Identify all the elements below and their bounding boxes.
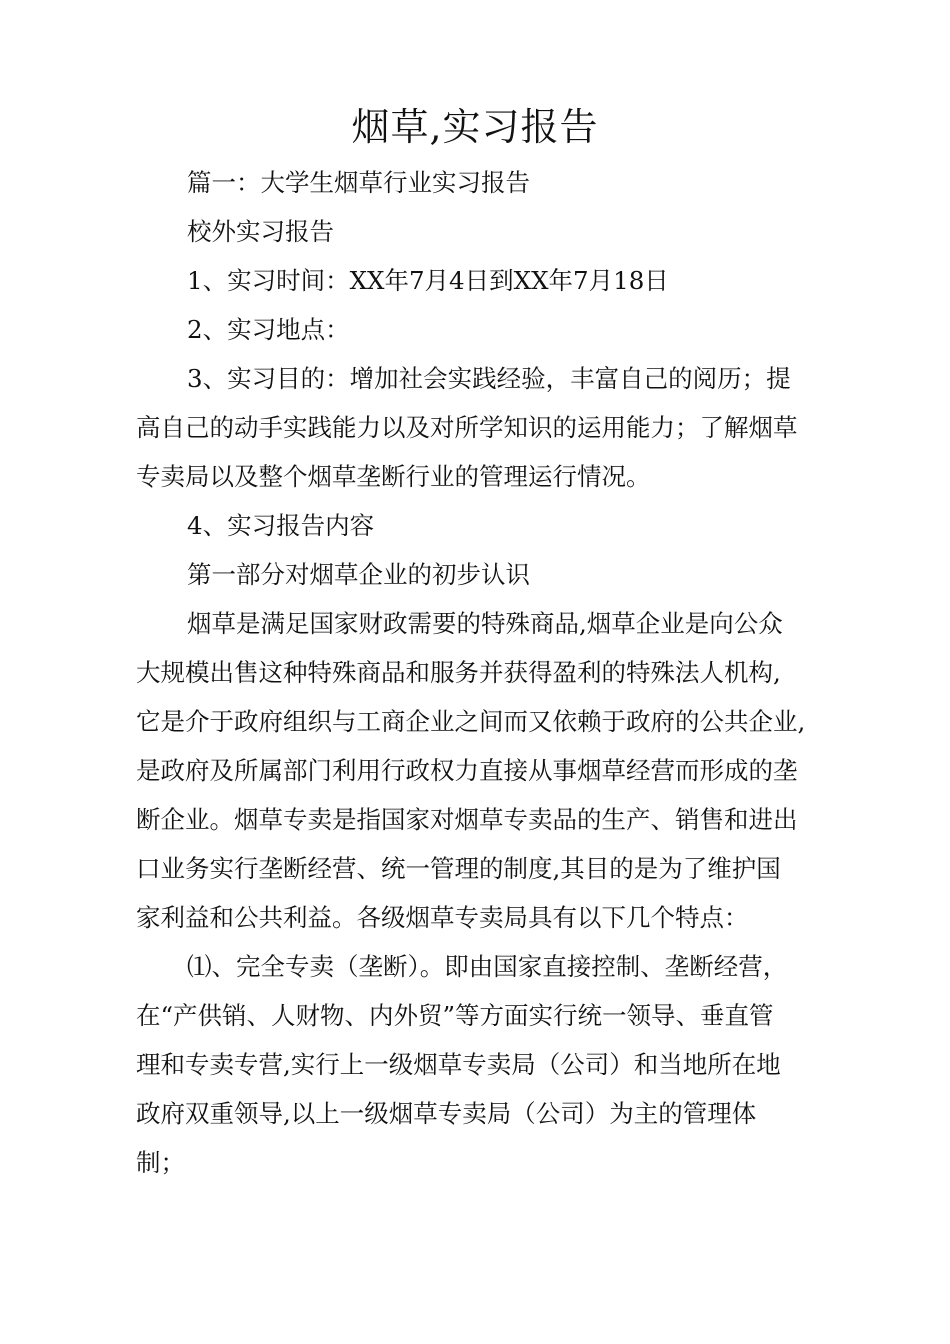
paragraph-line: 口业务实行垄断经营、统一管理的制度,其目的是为了维护国: [136, 854, 781, 883]
paragraph-line: 大规模出售这种特殊商品和服务并获得盈利的特殊法人机构,: [136, 658, 781, 687]
paragraph-line: 家利益和公共利益。各级烟草专卖局具有以下几个特点：: [136, 903, 749, 932]
paragraph-line: 专卖局以及整个烟草垄断行业的管理运行情况。: [136, 462, 651, 491]
paragraph-line: 高自己的动手实践能力以及对所学知识的运用能力；了解烟草: [136, 413, 798, 442]
paragraph-line: ⑴、完全专卖（垄断）。即由国家直接控制、垄断经营，: [187, 952, 788, 981]
section-heading: 篇一：大学生烟草行业实习报告: [187, 168, 530, 197]
paragraph-line: 在“产供销、人财物、内外贸”等方面实行统一领导、垂直管: [136, 1001, 774, 1030]
paragraph-line: 理和专卖专营,实行上一级烟草专卖局（公司）和当地所在地: [136, 1050, 781, 1079]
paragraph-line: 它是介于政府组织与工商企业之间而又依赖于政府的公共企业,: [136, 707, 806, 736]
report-subtitle: 校外实习报告: [187, 217, 334, 246]
paragraph-line: 制；: [136, 1148, 185, 1177]
report-content-heading: 4、实习报告内容: [187, 511, 375, 540]
paragraph-line: 政府双重领导,以上一级烟草专卖局（公司）为主的管理体: [136, 1099, 757, 1128]
part-heading: 第一部分对烟草企业的初步认识: [187, 560, 530, 589]
paragraph-line: 断企业。烟草专卖是指国家对烟草专卖品的生产、销售和进出: [136, 805, 798, 834]
internship-time: 1、实习时间：XX年7月4日到XX年7月18日: [187, 266, 669, 295]
paragraph-line: 是政府及所属部门利用行政权力直接从事烟草经营而形成的垄: [136, 756, 798, 785]
document-body: [136, 158, 836, 1187]
internship-location: 2、实习地点：: [187, 315, 350, 344]
document-title: 烟草,实习报告: [351, 105, 599, 149]
paragraph-line: 烟草是满足国家财政需要的特殊商品,烟草企业是向公众: [187, 609, 783, 638]
paragraph-line: 3、实习目的：增加社会实践经验，丰富自己的阅历；提: [187, 364, 791, 393]
